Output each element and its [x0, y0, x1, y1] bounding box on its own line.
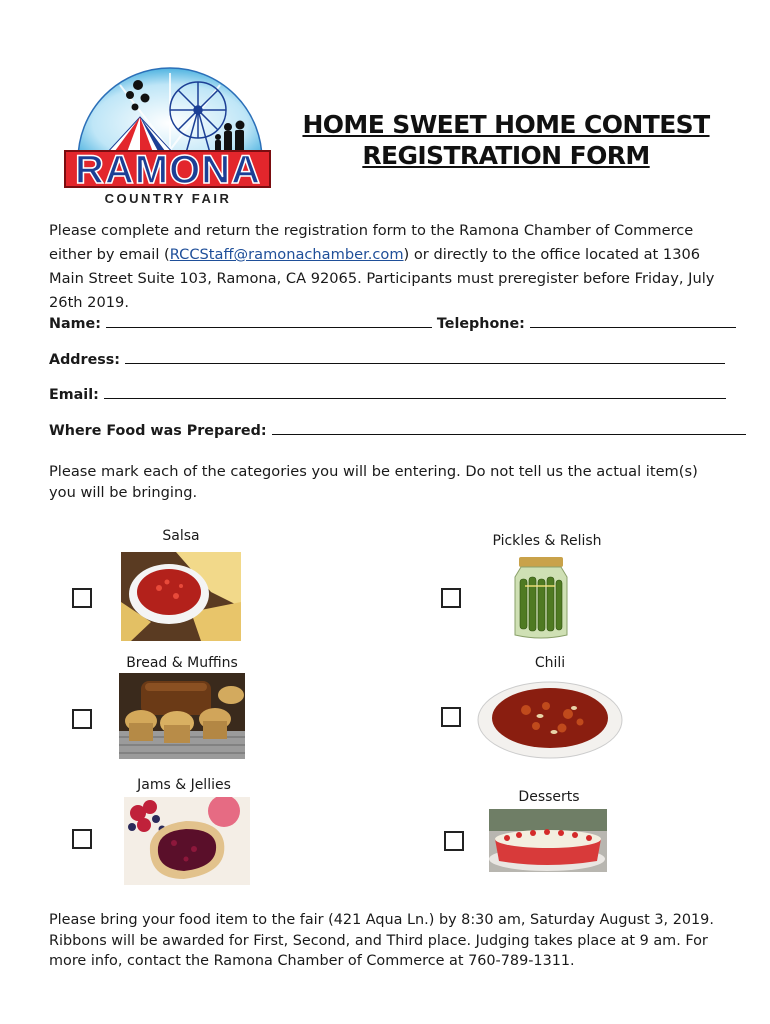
jams-checkbox[interactable] [72, 829, 92, 849]
ramona-country-fair-logo [60, 55, 275, 210]
desserts-checkbox[interactable] [444, 831, 464, 851]
salsa-checkbox[interactable] [72, 588, 92, 608]
pickles-checkbox[interactable] [441, 588, 461, 608]
address-row [49, 350, 721, 368]
dessert-photo [489, 809, 607, 872]
telephone-label: Telephone: [436, 316, 525, 332]
category-label-bread: Bread & Muffins [126, 655, 238, 671]
page-title-line-2: REGISTRATION FORM [362, 141, 650, 170]
chili-checkbox[interactable] [441, 707, 461, 727]
email-field[interactable] [104, 385, 726, 399]
where-prepared-field[interactable] [272, 421, 746, 435]
logo-subtitle: COUNTRY FAIR [104, 191, 232, 206]
email-row [49, 385, 721, 403]
telephone-field[interactable] [530, 314, 736, 328]
name-field[interactable] [106, 314, 432, 328]
jam-photo [124, 797, 250, 885]
address-field[interactable] [125, 350, 725, 364]
category-label-pickles: Pickles & Relish [492, 533, 602, 549]
name-telephone-row [49, 314, 721, 332]
address-label: Address: [49, 352, 121, 368]
category-label-desserts: Desserts [518, 789, 580, 805]
email-label: Email: [49, 387, 99, 403]
intro-text-before: Please complete and return the registration form to the Ramona Chamber of Commerce either by email ( [49, 222, 694, 263]
pickles-photo [505, 555, 585, 640]
intro-paragraph [49, 219, 719, 315]
footer-paragraph: Please bring your food item to the fair (421 Aqua Ln.) by 8:30 am, Saturday August 3, 2019. Ribbons will be awarded for First, Second, and Third place. Judging takes place at 9 am. For more info, contact the Ramona Chamber of Commerce at 760-789-1311. [49, 912, 714, 969]
logo-title: RAMONA [75, 148, 261, 192]
muffins-photo [119, 673, 245, 759]
category-label-jams: Jams & Jellies [137, 777, 231, 793]
name-label: Name: [49, 316, 101, 332]
intro-text-after: ) or directly to the office located at 1306 Main Street Suite 103, Ramona, CA 92065. Participants must preregister before Friday, July 26th 2019. [49, 246, 715, 311]
email-link[interactable]: RCCStaff@ramonachamber.com [169, 246, 404, 263]
category-label-chili: Chili [534, 655, 566, 671]
where-prepared-row [49, 421, 721, 439]
category-instructions: Please mark each of the categories you will be entering. Do not tell us the actual item(s) you will be bringing. [49, 463, 698, 501]
chili-photo [476, 678, 629, 759]
page-title-line-1: HOME SWEET HOME CONTEST [302, 110, 710, 139]
category-label-salsa: Salsa [162, 528, 200, 544]
bread-checkbox[interactable] [72, 709, 92, 729]
where-prepared-label: Where Food was Prepared: [49, 423, 267, 439]
salsa-photo [121, 552, 241, 641]
